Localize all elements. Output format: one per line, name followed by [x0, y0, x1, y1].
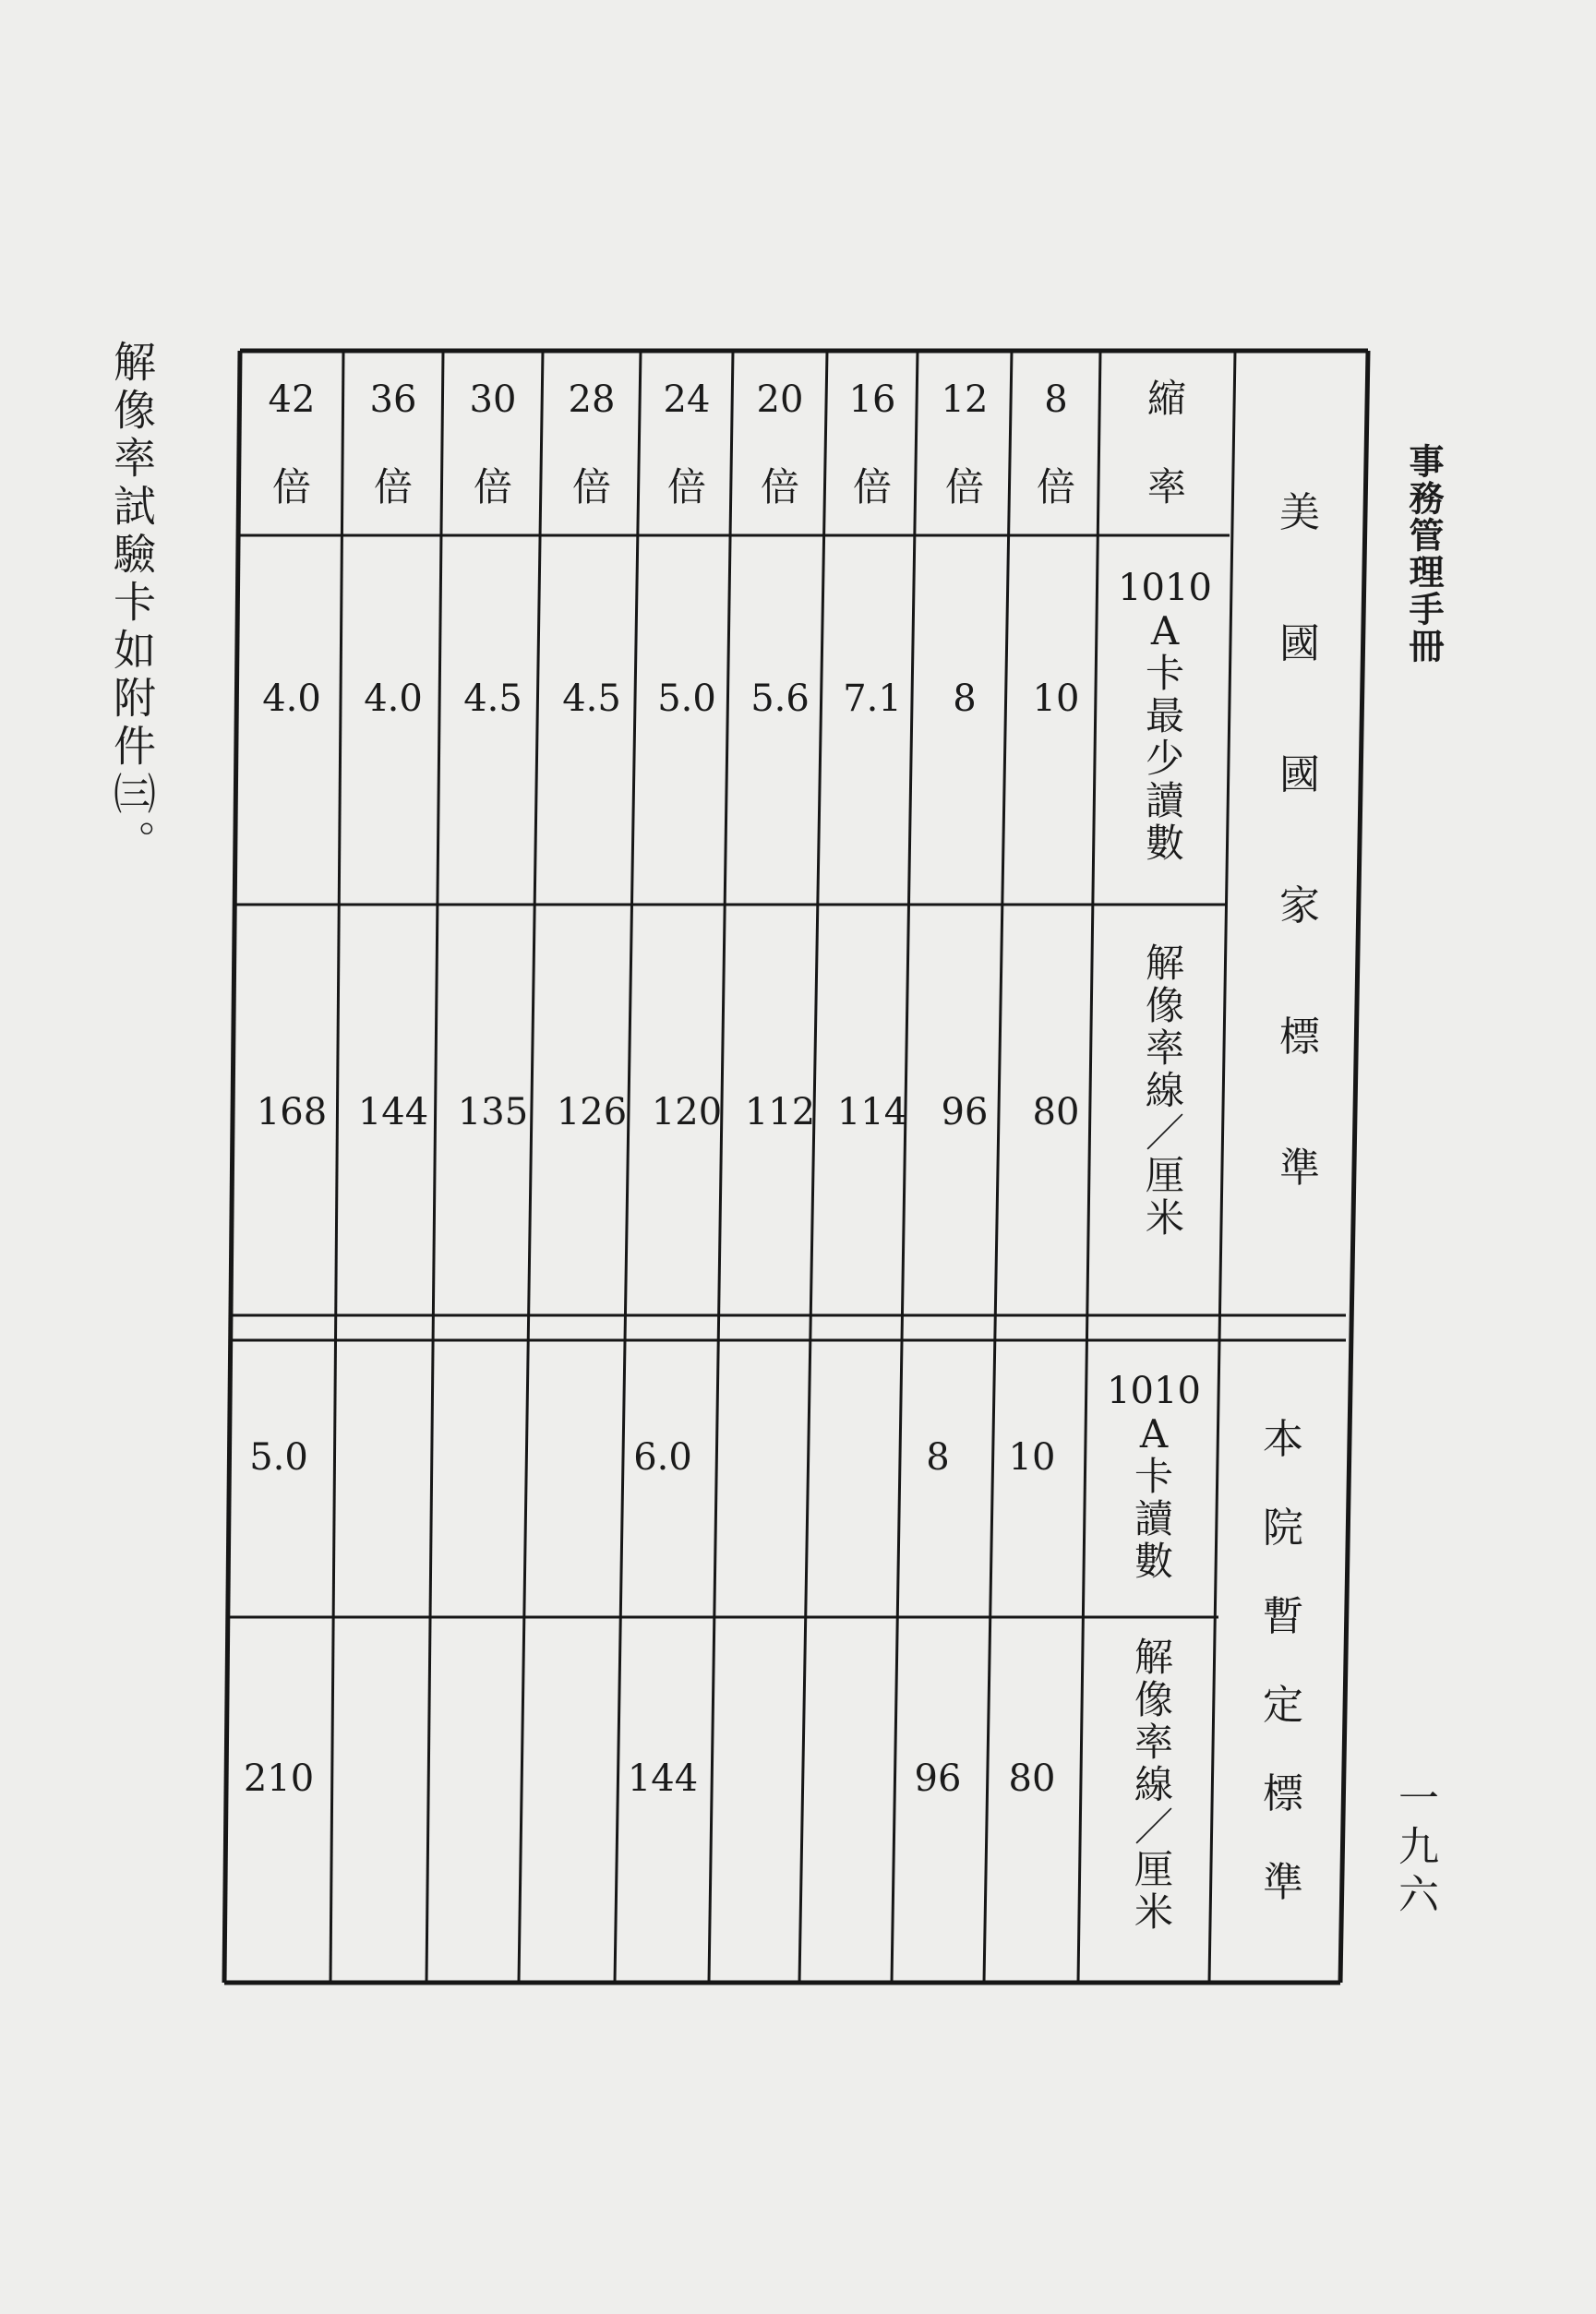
- table-cell: 8: [926, 1436, 950, 1479]
- col-header-unit: 倍: [373, 464, 414, 510]
- col-rule-6: [799, 351, 827, 1983]
- col-rule-10: [1209, 351, 1235, 1983]
- table-cell: 10: [1032, 677, 1080, 720]
- col-header-unit: 倍: [271, 464, 312, 510]
- table-cell: 96: [941, 1091, 989, 1133]
- table-cell: 120: [651, 1091, 723, 1133]
- row-label-top: 1010: [1107, 1370, 1201, 1412]
- table-cell: 4.0: [364, 677, 423, 720]
- group-name-provisional-standard: 本院暫定標準: [1263, 1416, 1303, 1906]
- table-left-border: [224, 351, 240, 1983]
- table-cell: 7.1: [843, 677, 902, 720]
- col-header-number: 42: [268, 378, 316, 421]
- table-cell: 80: [1008, 1757, 1056, 1800]
- col-rule-7: [892, 351, 918, 1983]
- table-cell: 135: [457, 1091, 529, 1133]
- col-rule-4: [615, 351, 641, 1983]
- col-header-number: 8: [1044, 378, 1068, 421]
- col-rule-8: [984, 351, 1012, 1983]
- col-rule-3: [519, 351, 543, 1983]
- col-header-unit: 倍: [852, 464, 893, 510]
- table-cell: 126: [556, 1091, 628, 1133]
- running-head: 事務管理手冊: [1403, 443, 1445, 665]
- table-cell: 4.5: [562, 677, 621, 720]
- col-header-unit: 倍: [473, 464, 513, 510]
- col-header-unit: 倍: [1036, 464, 1076, 510]
- row-label: A 卡最少讀數: [1145, 608, 1185, 866]
- table-cell: 210: [243, 1757, 315, 1800]
- row-label: 解像率線／厘米: [1134, 1635, 1174, 1935]
- col-rule-2: [426, 351, 443, 1983]
- table-cell: 144: [357, 1091, 429, 1133]
- col-header-number: 20: [756, 378, 804, 421]
- col-header-unit: 倍: [944, 464, 985, 510]
- col-header-number: 12: [941, 378, 989, 421]
- table-right-border: [1340, 351, 1368, 1983]
- col-header-number: 36: [369, 378, 417, 421]
- side-note: 解像率試驗卡如附件㈢。: [107, 340, 157, 868]
- table-cell: 5.0: [657, 677, 716, 720]
- row-label-top: 1010: [1118, 567, 1212, 609]
- table-cell: 8: [953, 677, 977, 720]
- col-header-number: 16: [848, 378, 896, 421]
- col-header-unit: 倍: [571, 464, 612, 510]
- table-cell: 144: [627, 1757, 699, 1800]
- col-header-unit: 倍: [760, 464, 800, 510]
- table-cell: 168: [256, 1091, 328, 1133]
- col-header-number: 24: [663, 378, 711, 421]
- page-number: 一九六: [1391, 1777, 1438, 1921]
- table-cell: 112: [744, 1091, 816, 1133]
- col-header-number: 28: [568, 378, 616, 421]
- table-cell: 6.0: [633, 1436, 692, 1479]
- table-cell: 4.0: [262, 677, 321, 720]
- col-header-number: 30: [469, 378, 517, 421]
- table-cell: 114: [836, 1091, 908, 1133]
- table-cell: 80: [1032, 1091, 1080, 1133]
- col-rule-5: [709, 351, 733, 1983]
- table-cell: 5.6: [750, 677, 810, 720]
- row-label: A 卡讀數: [1134, 1411, 1174, 1584]
- table-cell: 96: [914, 1757, 962, 1800]
- col-header-unit: 倍: [666, 464, 707, 510]
- col-rule-1: [330, 351, 343, 1983]
- col-rule-9: [1078, 351, 1100, 1983]
- table-cell: 4.5: [463, 677, 522, 720]
- table-cell: 10: [1008, 1436, 1056, 1479]
- header-label: 縮率: [1146, 376, 1187, 510]
- table-cell: 5.0: [249, 1436, 308, 1479]
- row-label: 解像率線／厘米: [1145, 941, 1185, 1241]
- group-name-us-standard: 美國國家標準: [1279, 489, 1320, 1192]
